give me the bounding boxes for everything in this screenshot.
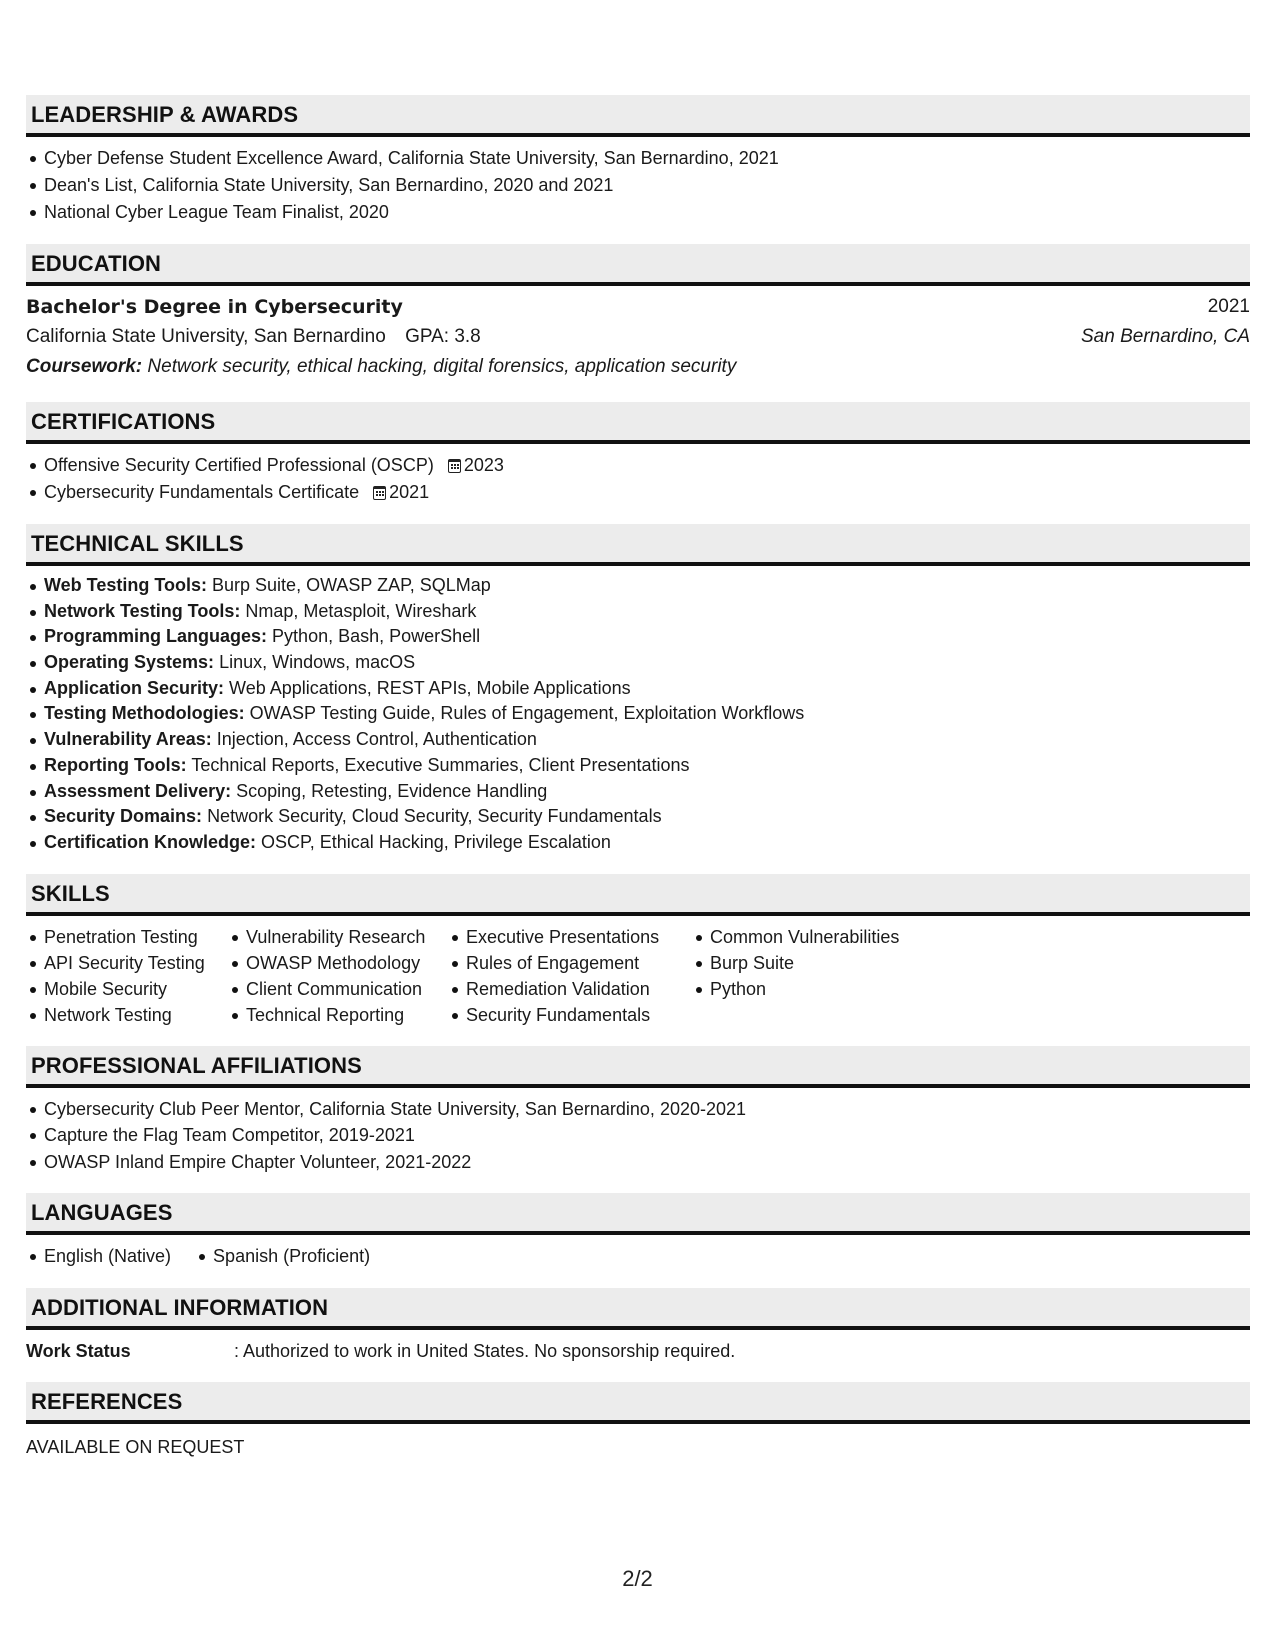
- certification-name: Offensive Security Certified Professional (OSCP): [44, 455, 434, 475]
- section-title-technical-skills: TECHNICAL SKILLS: [26, 524, 1250, 566]
- skill-label: Programming Languages:: [44, 626, 268, 647]
- list-item: OWASP Inland Empire Chapter Volunteer, 2021-2022: [44, 1149, 1250, 1176]
- skill-value: Scoping, Retesting, Evidence Handling: [236, 780, 548, 801]
- work-status-label: Work Status: [26, 1341, 131, 1362]
- calendar-icon: [373, 486, 386, 500]
- list-item: Dean's List, California State University, San Bernardino, 2020 and 2021: [44, 172, 1250, 199]
- list-item: Mobile Security: [44, 976, 246, 1002]
- list-item: [44, 452, 1250, 479]
- list-item: [44, 701, 1250, 727]
- section-title-skills: SKILLS: [26, 874, 1250, 916]
- degree-title: Bachelor's Degree in Cybersecurity: [26, 296, 403, 318]
- list-item: Vulnerability Research: [246, 924, 466, 950]
- certification-year: 2021: [389, 482, 430, 502]
- skills-grid: [26, 924, 1250, 1028]
- gpa: GPA: 3.8: [405, 326, 481, 347]
- certification-year: 2023: [463, 455, 504, 475]
- section-title-references: REFERENCES: [26, 1382, 1250, 1424]
- list-item: [44, 624, 1250, 650]
- school-location: San Bernardino, CA: [1081, 326, 1250, 347]
- affiliations-section: [26, 1046, 1250, 1176]
- skill-value: Burp Suite, OWASP ZAP, SQLMap: [212, 575, 491, 595]
- list-item: Rules of Engagement: [466, 950, 710, 976]
- section-title-education: EDUCATION: [26, 244, 1250, 286]
- resume-page: [26, 95, 1250, 1478]
- coursework-text: Network security, ethical hacking, digital forensics, application security: [147, 356, 737, 377]
- list-item: [44, 753, 1250, 779]
- skill-value: Linux, Windows, macOS: [219, 652, 416, 673]
- list-item: [44, 804, 1250, 830]
- skill-value: OSCP, Ethical Hacking, Privilege Escalation: [261, 831, 611, 852]
- skill-value: Python, Bash, PowerShell: [272, 626, 481, 647]
- leadership-section: [26, 95, 1250, 226]
- skills-column: [466, 924, 710, 1028]
- skills-column: [246, 924, 466, 1028]
- list-item: [44, 830, 1250, 856]
- references-text: AVAILABLE ON REQUEST: [26, 1437, 245, 1458]
- work-status-row: [26, 1338, 1250, 1364]
- list-item: [44, 727, 1250, 753]
- graduation-year: 2021: [1207, 296, 1250, 317]
- list-item: Cybersecurity Club Peer Mentor, California State University, San Bernardino, 2020-2021: [44, 1096, 1250, 1123]
- leadership-list: [26, 145, 1250, 226]
- skill-value: Network Security, Cloud Security, Security Fundamentals: [207, 806, 662, 827]
- list-item: Penetration Testing: [44, 924, 246, 950]
- page-number: 2/2: [622, 1566, 653, 1591]
- skill-label: Testing Methodologies:: [44, 703, 245, 724]
- skill-value: Nmap, Metasploit, Wireshark: [245, 600, 477, 621]
- certifications-list: [26, 452, 1250, 506]
- education-entry: [26, 292, 1250, 384]
- list-item: Security Fundamentals: [466, 1002, 710, 1028]
- certification-name: Cybersecurity Fundamentals Certificate: [44, 482, 360, 502]
- list-item: [44, 479, 1250, 506]
- affiliations-list: [26, 1096, 1250, 1176]
- list-item: Executive Presentations: [466, 924, 710, 950]
- section-title-affiliations: PROFESSIONAL AFFILIATIONS: [26, 1046, 1250, 1088]
- list-item: Common Vulnerabilities: [710, 924, 950, 950]
- list-item: Cyber Defense Student Excellence Award, California State University, San Bernardino, 2021: [44, 145, 1250, 172]
- section-title-certifications: CERTIFICATIONS: [26, 402, 1250, 444]
- list-item: Network Testing: [44, 1002, 246, 1028]
- skill-label: Web Testing Tools:: [44, 575, 207, 595]
- list-item: [44, 573, 1250, 599]
- skill-label: Network Testing Tools:: [44, 600, 241, 621]
- list-item: [44, 779, 1250, 805]
- languages-list: [26, 1243, 1250, 1270]
- list-item: Technical Reporting: [246, 1002, 466, 1028]
- work-status-value: : Authorized to work in United States. No sponsorship required.: [234, 1341, 736, 1362]
- list-item: English (Native): [44, 1243, 171, 1270]
- list-item: Burp Suite: [710, 950, 950, 976]
- skill-label: Assessment Delivery:: [44, 780, 232, 801]
- section-title-languages: LANGUAGES: [26, 1193, 1250, 1235]
- technical-skills-section: [26, 524, 1250, 856]
- technical-skills-list: [26, 573, 1250, 856]
- list-item: Python: [710, 976, 950, 1002]
- coursework-label: Coursework:: [26, 356, 143, 377]
- list-item: API Security Testing: [44, 950, 246, 976]
- skill-label: Certification Knowledge:: [44, 831, 257, 852]
- skill-label: Application Security:: [44, 677, 225, 698]
- languages-section: [26, 1193, 1250, 1270]
- list-item: [44, 650, 1250, 676]
- skill-value: Technical Reports, Executive Summaries, Client Presentations: [191, 754, 690, 775]
- list-item: Client Communication: [246, 976, 466, 1002]
- skill-value: Web Applications, REST APIs, Mobile Applications: [229, 677, 631, 698]
- school-name: California State University, San Bernardino: [26, 326, 386, 347]
- skill-label: Operating Systems:: [44, 652, 215, 673]
- education-section: [26, 244, 1250, 384]
- section-title-additional-info: ADDITIONAL INFORMATION: [26, 1288, 1250, 1330]
- skill-value: OWASP Testing Guide, Rules of Engagement, Exploitation Workflows: [249, 703, 805, 724]
- section-title-leadership: LEADERSHIP & AWARDS: [26, 95, 1250, 137]
- list-item: Remediation Validation: [466, 976, 710, 1002]
- skill-label: Vulnerability Areas:: [44, 729, 212, 750]
- skill-value: Injection, Access Control, Authentication: [216, 729, 537, 750]
- certifications-section: [26, 402, 1250, 506]
- skills-section: [26, 874, 1250, 1028]
- additional-info-section: [26, 1288, 1250, 1364]
- list-item: [44, 676, 1250, 702]
- list-item: [44, 599, 1250, 625]
- list-item: Spanish (Proficient): [213, 1243, 370, 1270]
- skills-column: [710, 924, 950, 1028]
- list-item: OWASP Methodology: [246, 950, 466, 976]
- list-item: Capture the Flag Team Competitor, 2019-2021: [44, 1122, 1250, 1149]
- list-item: National Cyber League Team Finalist, 2020: [44, 199, 1250, 226]
- skill-label: Reporting Tools:: [44, 754, 187, 775]
- skill-label: Security Domains:: [44, 806, 203, 827]
- calendar-icon: [448, 459, 461, 473]
- references-section: [26, 1382, 1250, 1460]
- skills-column: [44, 924, 246, 1028]
